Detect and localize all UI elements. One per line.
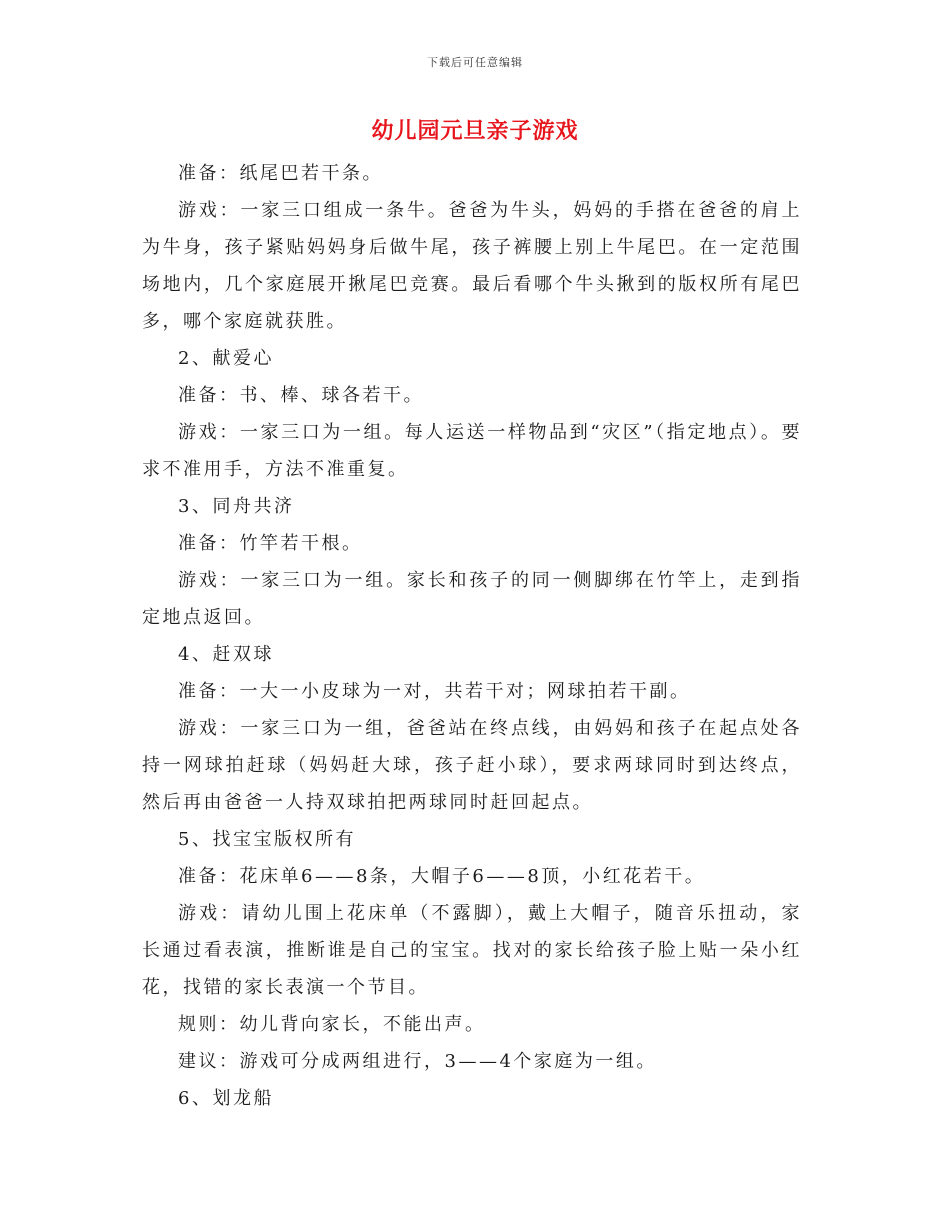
section-heading: 5、找宝宝版权所有 [178, 829, 356, 850]
paragraph: 游戏：一家三口为一组。每人运送一样物品到“灾区”（指定地点）。要求不准用手，方法不准重复。 [142, 422, 802, 480]
paragraph: 游戏：一家三口组成一条牛。爸爸为牛头，妈妈的手搭在爸爸的肩上为牛身，孩子紧贴妈妈身后做牛尾，孩子裤腰上别上牛尾巴。在一定范围场地内，几个家庭展开揪尾巴竞赛。最后看哪个牛头揪到的版权所有尾巴多，哪个家庭就获胜。 [142, 200, 802, 332]
paragraph: 准备：书、棒、球各若干。 [178, 385, 424, 406]
paragraph: 规则：幼儿背向家长，不能出声。 [178, 1014, 486, 1035]
paragraph: 游戏：一家三口为一组。家长和孩子的同一侧脚绑在竹竿上，走到指定地点返回。 [142, 570, 802, 628]
paragraph: 准备：一大一小皮球为一对，共若干对；网球拍若干副。 [178, 681, 691, 702]
header-note: 下载后可任意编辑 [427, 56, 523, 69]
paragraph: 准备：竹竿若干根。 [178, 533, 363, 554]
section-heading: 4、赶双球 [178, 644, 274, 665]
paragraph: 游戏：请幼儿围上花床单（不露脚），戴上大帽子，随音乐扭动，家长通过看表演，推断谁是自己的宝宝。找对的家长给孩子脸上贴一朵小红花，找错的家长表演一个节目。 [142, 903, 802, 998]
paragraph: 游戏：一家三口为一组，爸爸站在终点线，由妈妈和孩子在起点处各持一网球拍赶球（妈妈赶大球，孩子赶小球），要求两球同时到达终点，然后再由爸爸一人持双球拍把两球同时赶回起点。 [142, 718, 802, 813]
section-heading: 6、划龙船 [178, 1088, 274, 1109]
paragraph: 准备：纸尾巴若干条。 [178, 163, 383, 184]
document-body [142, 155, 802, 1117]
paragraph: 准备：花床单6——8条，大帽子6——8顶，小红花若干。 [178, 866, 706, 887]
document-title: 幼儿园元旦亲子游戏 [371, 118, 579, 144]
paragraph: 建议：游戏可分成两组进行，3——4个家庭为一组。 [178, 1051, 657, 1072]
section-heading: 2、献爱心 [178, 348, 274, 369]
section-heading: 3、同舟共济 [178, 496, 295, 517]
